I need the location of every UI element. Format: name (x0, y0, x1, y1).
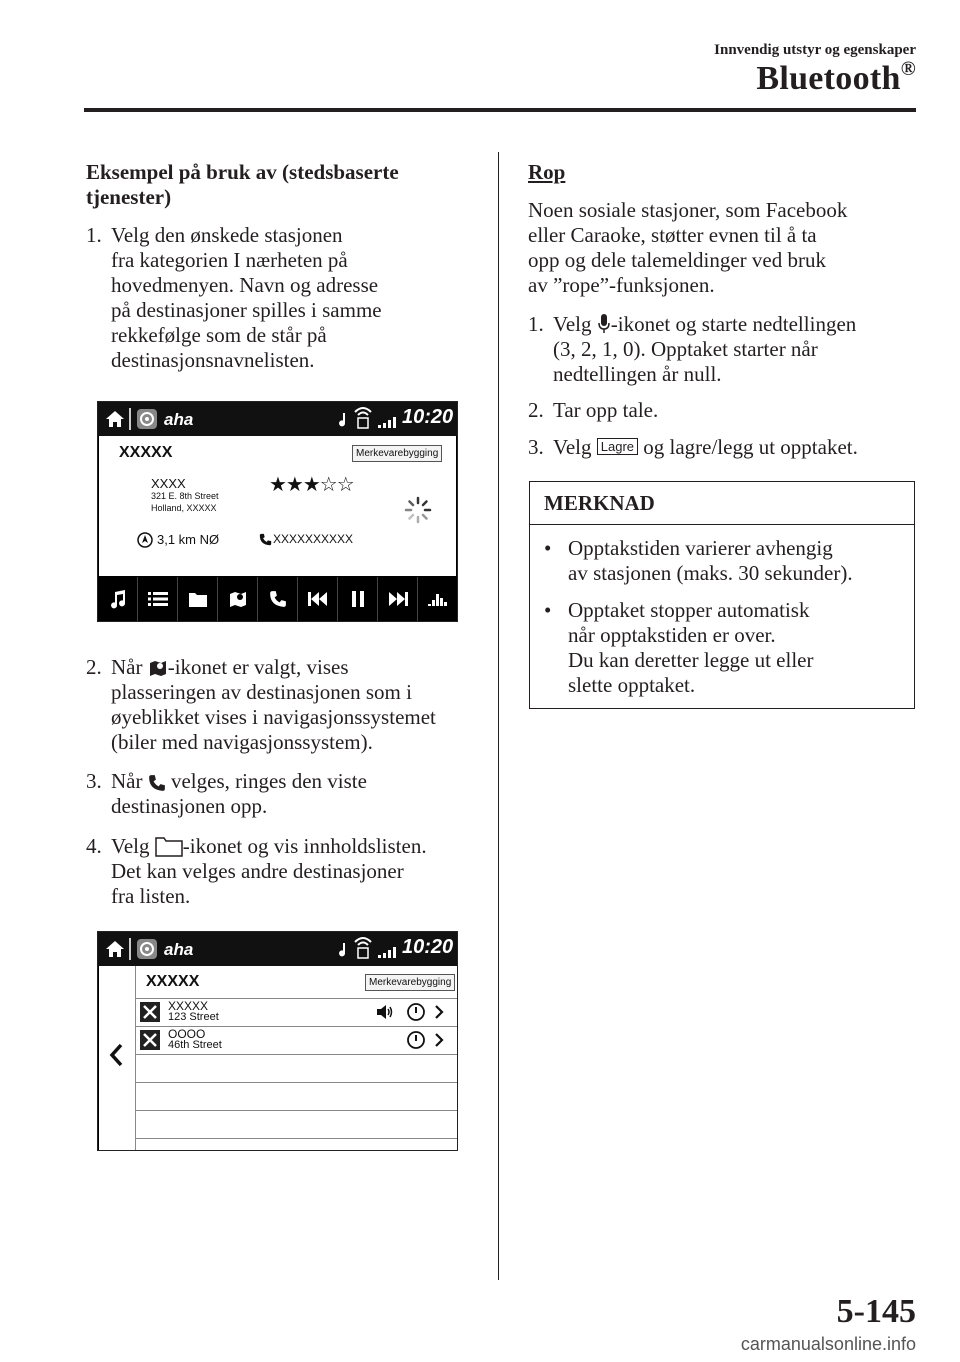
wifi-icon (353, 934, 373, 960)
chapter-title: Bluetooth® (756, 58, 916, 97)
rating-stars: ★★★☆☆ (269, 474, 354, 496)
note-title: MERKNAD (544, 491, 655, 515)
speaker-icon (376, 1004, 394, 1020)
call-button[interactable] (258, 577, 298, 621)
item-name: XXXXX (168, 999, 209, 1013)
rop-heading: Rop (528, 160, 566, 184)
next-button[interactable] (378, 577, 418, 621)
address-line-2: Holland, XXXXX (151, 503, 217, 513)
home-icon[interactable] (104, 409, 126, 429)
separator (129, 408, 131, 430)
map-pin-icon (148, 658, 168, 678)
chevron-right-icon[interactable] (434, 1004, 444, 1020)
rop-step-2: 2. Tar opp tale. (528, 398, 659, 422)
separator (129, 938, 131, 960)
folder-icon (188, 590, 208, 608)
list-item-empty (136, 1083, 457, 1111)
aha-list-screen (97, 931, 458, 1151)
column-divider (498, 152, 499, 1280)
next-icon (388, 592, 408, 606)
chevron-right-icon[interactable] (434, 1032, 444, 1048)
page-number: 5-145 (836, 1293, 916, 1330)
aha-logo-icon (136, 408, 158, 430)
previous-button[interactable] (298, 577, 338, 621)
station-title: XXXXX (146, 973, 200, 990)
rop-step-3: 3. Velg Lagre og lagre/legg ut opptaket. (528, 435, 858, 459)
watermark: carmanualsonline.info (740, 1334, 916, 1354)
step-2: 2. Når -ikonet er valgt, vises plasseringen av destinasjonen som i øyeblikket vises i navigasjonssystemet (biler med navigasjonssystem). (86, 655, 436, 754)
step-1: 1. Velg den ønskede stasjonen fra kategorien I nærheten på hovedmenyen. Navn og adresse på destinasjoner spilles i samme rekkefølge som de står på destinasjonsnavnelisten. (86, 223, 382, 372)
status-bar (98, 402, 457, 436)
item-street: 123 Street (168, 1011, 219, 1023)
thumbnail-icon (140, 1002, 160, 1022)
rop-intro: Noen sosiale stasjoner, som Facebook eller Caraoke, støtter evnen til å ta opp og dele talemeldinger ved bruk av ”rope”-funksjonen. (528, 198, 848, 297)
list-item[interactable] (136, 1027, 457, 1055)
navigation-icon[interactable] (137, 532, 153, 548)
list-button[interactable] (138, 577, 178, 621)
app-name: aha (164, 940, 194, 959)
station-panel (99, 436, 456, 576)
station-title: XXXXX (119, 444, 173, 461)
music-note-icon (336, 942, 350, 958)
save-button[interactable]: Lagre (597, 438, 638, 455)
signal-icon (378, 416, 398, 428)
music-note-icon (336, 412, 350, 428)
step-4: 4. Velg -ikonet og vis innholdslisten. Det kan velges andre destinasjoner fra listen. (86, 834, 427, 908)
status-bar (98, 932, 457, 966)
phone-icon (269, 590, 287, 608)
note-bullet-2: • Opptaket stopper automatisk når opptakstiden er over. Du kan deretter legge ut eller slette opptaket. (544, 598, 814, 697)
info-icon[interactable] (406, 1002, 426, 1022)
wifi-icon (353, 404, 373, 430)
thumbnail-icon (140, 1030, 160, 1050)
address-line-1: 321 E. 8th Street (151, 491, 219, 501)
home-icon[interactable] (104, 939, 126, 959)
music-button[interactable] (98, 577, 138, 621)
destination-name: XXXX (151, 476, 186, 491)
section-label: Innvendig utstyr og egenskaper (714, 42, 916, 58)
equalizer-button[interactable] (418, 577, 457, 621)
pause-button[interactable] (338, 577, 378, 621)
list-item-empty (136, 1055, 457, 1083)
map-button[interactable] (218, 577, 258, 621)
aha-logo-icon (136, 938, 158, 960)
phone-number[interactable]: XXXXXXXXXX (273, 532, 354, 546)
header-rule (84, 108, 916, 112)
note-bullet-1: • Opptakstiden varierer avhengig av stasjonen (maks. 30 sekunder). (544, 536, 853, 585)
back-panel[interactable] (99, 966, 136, 1150)
list-item[interactable] (136, 999, 457, 1027)
folder-button[interactable] (178, 577, 218, 621)
list-icon (148, 591, 168, 607)
equalizer-icon (428, 590, 448, 608)
pause-icon (352, 591, 364, 607)
aha-detail-screen (97, 401, 458, 622)
control-bar (98, 577, 457, 621)
clock: 10:20 (402, 406, 454, 428)
app-name: aha (164, 410, 194, 429)
rop-step-1: 1. Velg -ikonet og starte nedtellingen (3, 2, 1, 0). Opptaket starter når nedtellingen år null. (528, 312, 857, 386)
map-pin-icon (228, 589, 248, 609)
phone-icon (148, 774, 166, 792)
item-street: 46th Street (168, 1039, 222, 1051)
note-title-bar (530, 482, 914, 525)
distance: 3,1 km NØ (157, 532, 220, 547)
microphone-icon (597, 313, 611, 335)
category-tag[interactable]: Merkevarebygging (365, 974, 455, 991)
list-item-empty (136, 1111, 457, 1139)
previous-icon (308, 592, 328, 606)
category-tag[interactable]: Merkevarebygging (352, 445, 442, 462)
step-3: 3. Når velges, ringes den viste destinasjonen opp. (86, 769, 367, 818)
example-heading: Eksempel på bruk av (stedsbaserte tjenester) (86, 160, 399, 209)
list-item-empty (136, 1139, 457, 1151)
note-box (529, 481, 915, 709)
item-name: OOOO (168, 1027, 206, 1041)
back-chevron-icon[interactable] (109, 1043, 123, 1067)
phone-icon[interactable] (259, 533, 272, 546)
music-icon (109, 589, 127, 609)
info-icon[interactable] (406, 1030, 426, 1050)
signal-icon (378, 946, 398, 958)
clock: 10:20 (402, 936, 454, 958)
folder-icon (155, 835, 183, 857)
loading-spinner-icon (404, 496, 432, 524)
list-header (136, 966, 457, 999)
